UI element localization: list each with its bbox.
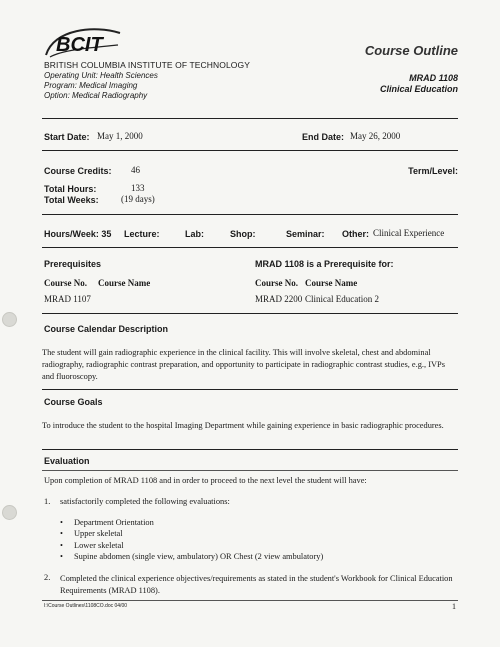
lab-label: Lab:	[185, 229, 204, 239]
divider	[42, 150, 458, 151]
shop-label: Shop:	[230, 229, 256, 239]
punch-hole-bottom	[2, 505, 17, 520]
total-weeks-value: (19 days)	[121, 194, 155, 204]
divider	[42, 313, 458, 314]
prereq-course-no-header: Course No.	[44, 278, 87, 288]
option: Option: Medical Radiography	[44, 91, 148, 100]
evaluation-intro: Upon completion of MRAD 1108 and in order to proceed to the next level the student will have:	[44, 476, 367, 485]
divider	[42, 214, 458, 215]
end-date-value: May 26, 2000	[350, 131, 401, 141]
divider	[42, 449, 458, 450]
prereq-for-course-name: Clinical Education 2	[305, 294, 379, 304]
divider	[42, 470, 458, 471]
total-weeks-label: Total Weeks:	[44, 195, 99, 205]
divider	[42, 389, 458, 390]
calendar-description-text: The student will gain radiographic experience in the clinical facility. This will involve skeletal, chest and abdominal radiography, radiographic contrast preparation, and opportunity to participate in radiographic contrast studies, e.g., IVPs and fluoroscopy.	[42, 348, 445, 381]
bcit-logo	[44, 25, 122, 59]
evaluation-item-1-number: 1.	[44, 497, 51, 506]
divider	[42, 118, 458, 119]
list-item: • Supine abdomen (single view, ambulatory) OR Chest (2 view ambulatory)	[60, 551, 323, 562]
prereq-for-course-no: MRAD 2200	[255, 294, 303, 304]
document-title: Course Outline	[364, 43, 458, 58]
other-label: Other:	[342, 229, 369, 239]
course-credits-label: Course Credits:	[44, 166, 112, 176]
divider	[42, 247, 458, 248]
calendar-description-heading: Course Calendar Description	[44, 324, 169, 334]
evaluation-heading: Evaluation	[44, 456, 90, 466]
end-date-label: End Date:	[302, 132, 345, 142]
course-credits-value: 46	[131, 165, 140, 175]
total-hours-label: Total Hours:	[44, 184, 97, 194]
punch-hole-top	[2, 312, 17, 327]
list-item: • Lower skeletal	[60, 540, 323, 551]
total-hours-value: 133	[131, 183, 145, 193]
evaluation-item-1-text: satisfactorily completed the following evaluations:	[60, 497, 230, 506]
course-goals-text: To introduce the student to the hospital Imaging Department while gaining experience in basic radiographic procedures.	[42, 421, 444, 430]
hours-week-label: Hours/Week: 35	[44, 229, 112, 239]
prereq-for-course-name-header: Course Name	[305, 278, 358, 288]
evaluation-bullet-list	[60, 517, 323, 562]
institute-name: BRITISH COLUMBIA INSTITUTE OF TECHNOLOGY	[44, 60, 250, 70]
evaluation-item-2-number: 2.	[44, 573, 51, 582]
start-date-label: Start Date:	[44, 132, 90, 142]
start-date-value: May 1, 2000	[97, 131, 143, 141]
program: Program: Medical Imaging	[44, 81, 138, 90]
operating-unit: Operating Unit: Health Sciences	[44, 71, 158, 80]
prereq-course-name-header: Course Name	[98, 278, 151, 288]
svg-text:BCIT: BCIT	[56, 34, 103, 56]
term-level-label: Term/Level:	[408, 166, 458, 176]
prereq-for-course-no-header: Course No.	[255, 278, 298, 288]
divider	[42, 600, 458, 601]
list-item: • Upper skeletal	[60, 528, 323, 539]
seminar-label: Seminar:	[286, 229, 325, 239]
course-goals-heading: Course Goals	[44, 397, 103, 407]
prerequisite-for-heading: MRAD 1108 is a Prerequisite for:	[255, 259, 394, 269]
lecture-label: Lecture:	[124, 229, 160, 239]
list-item: • Department Orientation	[60, 517, 323, 528]
other-value: Clinical Experience	[373, 228, 445, 238]
page-number: 1	[452, 602, 456, 611]
footer-file-path: I:\Course Outlines\1108CO.doc 04/00	[44, 603, 128, 609]
course-code: MRAD 1108	[409, 73, 458, 83]
evaluation-item-2-text: Completed the clinical experience objectives/requirements as stated in the student's Workbook for Clinical Education Requirements (MRAD 1108).	[60, 574, 453, 595]
prereq-course-no: MRAD 1107	[44, 294, 91, 304]
course-name: Clinical Education	[379, 84, 458, 94]
prerequisites-heading: Prerequisites	[44, 259, 102, 269]
